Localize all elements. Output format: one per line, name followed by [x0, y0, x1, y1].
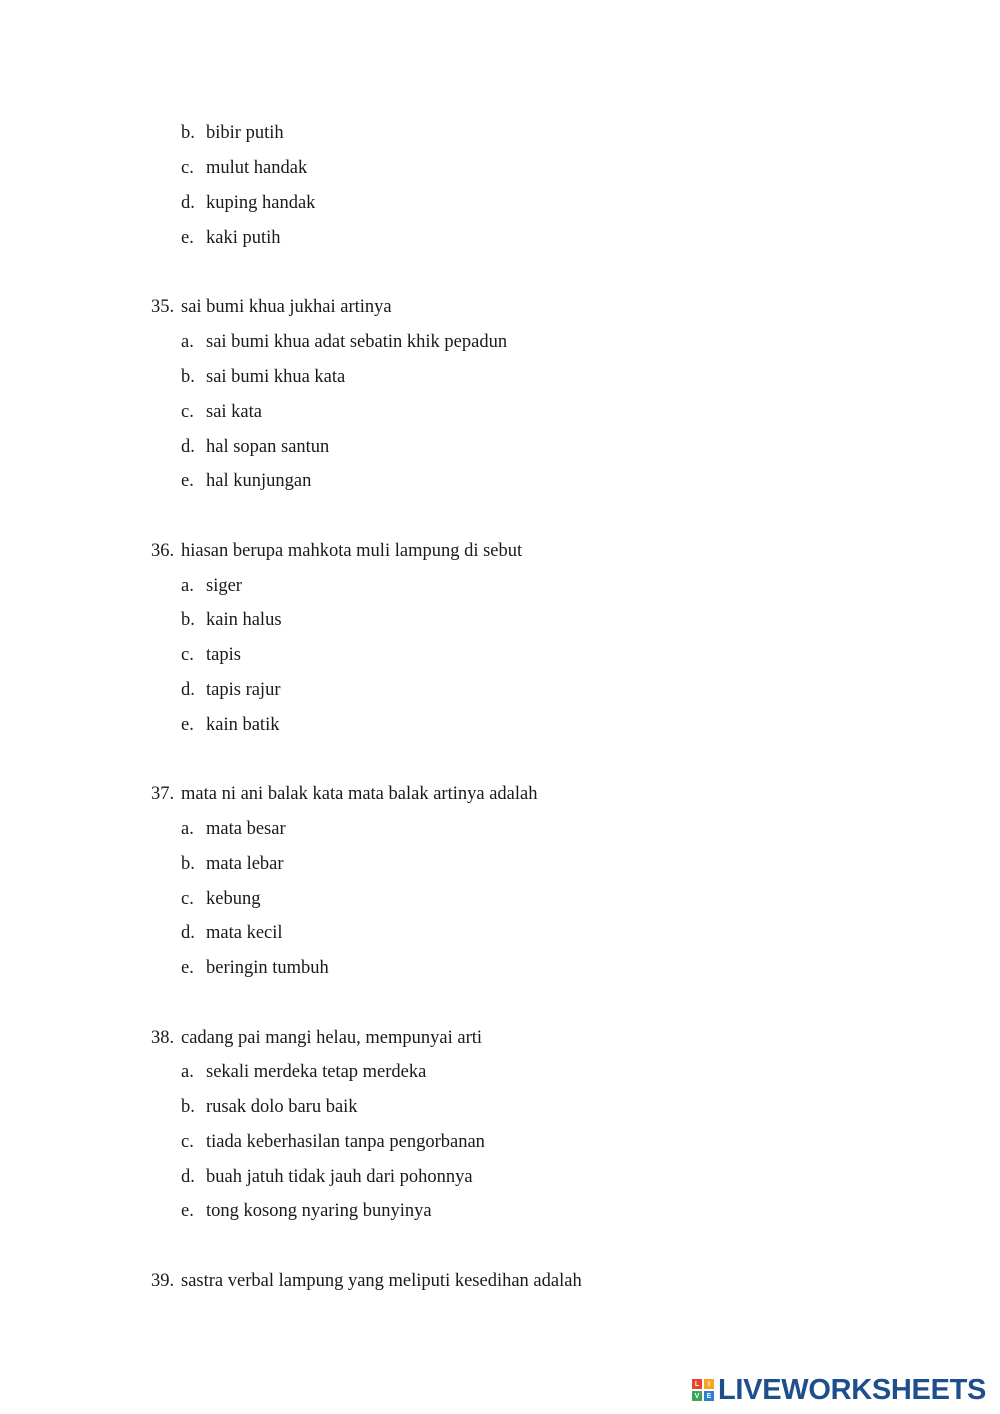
logo-tile-e: E	[704, 1391, 714, 1401]
question-37-option-e: e. beringin tumbuh	[181, 958, 329, 978]
question-35-option-b: b. sai bumi khua kata	[181, 367, 346, 387]
question-36-option-b: b. kain halus	[181, 610, 282, 630]
question-38-option-e: e. tong kosong nyaring bunyinya	[181, 1201, 432, 1221]
question-36-option-c: c. tapis	[181, 645, 241, 665]
question-37-option-b: b. mata lebar	[181, 854, 284, 874]
question-35-option-c: c. sai kata	[181, 402, 262, 422]
logo-tile-l: L	[692, 1379, 702, 1389]
prev-option-b: b. bibir putih	[181, 123, 284, 143]
question-38-option-b: b. rusak dolo baru baik	[181, 1097, 358, 1117]
question-36: 36. hiasan berupa mahkota muli lampung di sebut	[151, 541, 523, 561]
question-35-option-e: e. hal kunjungan	[181, 471, 312, 491]
liveworksheets-logo[interactable]	[692, 1374, 986, 1406]
question-36-option-a: a. siger	[181, 576, 242, 596]
brand-name: LIVEWORKSHEETS	[718, 1373, 987, 1406]
prev-option-e: e. kaki putih	[181, 228, 281, 248]
question-39: 39. sastra verbal lampung yang meliputi kesedihan adalah	[151, 1271, 582, 1291]
logo-tile-i: I	[704, 1379, 714, 1389]
prev-option-c: c. mulut handak	[181, 158, 308, 178]
question-36-option-d: d. tapis rajur	[181, 680, 281, 700]
question-35-option-d: d. hal sopan santun	[181, 437, 330, 457]
question-38-option-a: a. sekali merdeka tetap merdeka	[181, 1062, 427, 1082]
logo-tile-v: V	[692, 1391, 702, 1401]
question-37-option-d: d. mata kecil	[181, 923, 283, 943]
question-38-option-c: c. tiada keberhasilan tanpa pengorbanan	[181, 1132, 485, 1152]
logo-grid-icon	[692, 1379, 714, 1401]
question-37-option-a: a. mata besar	[181, 819, 286, 839]
question-35: 35. sai bumi khua jukhai artinya	[151, 297, 392, 317]
question-38-option-d: d. buah jatuh tidak jauh dari pohonnya	[181, 1167, 473, 1187]
question-36-option-e: e. kain batik	[181, 715, 280, 735]
question-38: 38. cadang pai mangi helau, mempunyai arti	[151, 1028, 483, 1048]
question-37: 37. mata ni ani balak kata mata balak artinya adalah	[151, 784, 538, 804]
prev-option-d: d. kuping handak	[181, 193, 316, 213]
question-35-option-a: a. sai bumi khua adat sebatin khik pepadun	[181, 332, 508, 352]
question-37-option-c: c. kebung	[181, 889, 261, 909]
